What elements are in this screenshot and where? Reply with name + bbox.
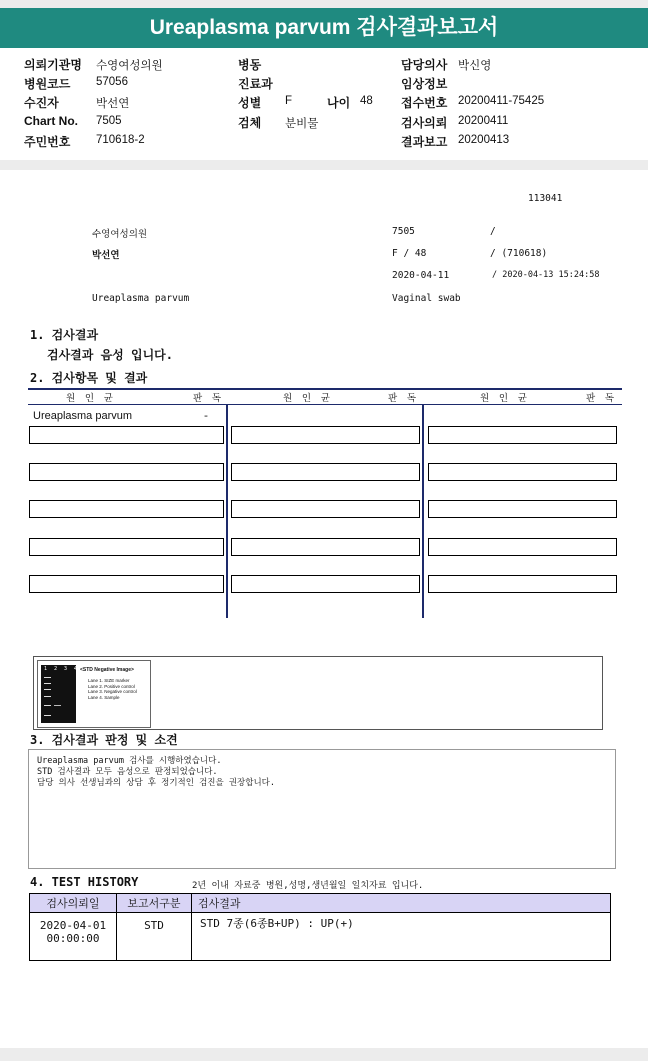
result-box: [428, 538, 617, 556]
gel-band: [44, 705, 51, 706]
label-specimen: 검체: [238, 116, 262, 130]
label-sex: 성별: [238, 96, 262, 110]
result-box: [428, 500, 617, 518]
gel-legend-item: Lane 4. Sample: [88, 694, 120, 700]
report-datetime: / 2020-04-13 15:24:58: [492, 270, 600, 280]
report-sex-age: F / 48: [392, 248, 427, 259]
report-page: [0, 170, 648, 1048]
col-pathogen-3: 원 인 균: [480, 393, 529, 404]
col-judge-2: 판 독: [388, 393, 419, 404]
section-1-title: 1. 검사결과: [30, 328, 99, 342]
result-box: [428, 575, 617, 593]
history-col-result: 검사결과: [192, 894, 611, 913]
value-resident-no: 710618-2: [96, 134, 145, 146]
gel-legend: [88, 678, 137, 700]
label-resident-no: 주민번호: [24, 135, 71, 149]
report-chart: 7505: [392, 226, 415, 237]
gel-image-panel: [33, 656, 603, 730]
opinion-line: Ureaplasma parvum 검사를 시행하였습니다.: [37, 756, 222, 766]
report-title: Ureaplasma parvum 검사결과보고서: [0, 8, 648, 48]
gel-legend-item: Lane 3. Negative control: [88, 689, 137, 694]
row1-pathogen: Ureaplasma parvum: [33, 410, 133, 422]
gel-band: [44, 677, 51, 678]
label-doctor: 담당의사: [401, 58, 448, 72]
col-judge-1: 판 독: [193, 393, 224, 404]
result-box: [428, 463, 617, 481]
gel-band: [44, 683, 51, 684]
lane-number: 4: [73, 666, 77, 672]
result-box: [231, 575, 420, 593]
value-hospital-code: 57056: [96, 76, 128, 88]
gel-lane-numbers: [44, 666, 77, 672]
value-age: 48: [360, 95, 373, 107]
result-box: [29, 463, 224, 481]
history-type: STD: [117, 913, 192, 961]
gel-band: [44, 696, 51, 697]
label-age: 나이: [327, 96, 351, 110]
gel-title: <STD Negative Image>: [80, 667, 134, 673]
report-request-date: 2020-04-11: [392, 270, 450, 281]
opinion-line: STD 검사결과 모두 음성으로 판정되었습니다.: [37, 767, 218, 777]
history-col-type: 보고서구분: [117, 894, 192, 913]
label-ward: 병동: [238, 58, 262, 72]
result-box: [231, 426, 420, 444]
grid-divider-1: [226, 404, 228, 618]
section-1-result: 검사결과 음성 입니다.: [47, 348, 174, 362]
gel-legend-item: Lane 2. Positive control: [88, 683, 135, 689]
lane-number: 2: [53, 666, 58, 672]
result-box: [29, 538, 224, 556]
value-request-date: 20200411: [458, 115, 509, 127]
label-institution: 의뢰기관명: [24, 58, 82, 72]
report-test-name: Ureaplasma parvum: [92, 293, 190, 304]
report-hospital: 수영여성의원: [92, 229, 148, 240]
gel-image-card: [37, 660, 151, 728]
label-patient: 수진자: [24, 96, 59, 110]
gel-band: [54, 705, 61, 706]
history-time: 00:00:00: [46, 932, 100, 945]
value-institution: 수영여성의원: [96, 60, 163, 72]
report-birth: / (710618): [490, 248, 548, 259]
result-box: [231, 500, 420, 518]
report-slash: /: [490, 226, 496, 237]
history-date-cell: [30, 913, 117, 961]
gel-legend-item: Lane 1. SIZE marker: [88, 678, 130, 683]
label-hospital-code: 병원코드: [24, 77, 71, 91]
opinion-line: 담당 의사 선생님과의 상담 후 정기적인 검진을 권장합니다.: [37, 778, 276, 788]
value-chart-no: 7505: [96, 115, 122, 127]
section-4-title: 4. TEST HISTORY: [30, 875, 139, 889]
gel-image: [41, 665, 76, 723]
label-report-date: 결과보고: [401, 135, 448, 149]
value-report-date: 20200413: [458, 134, 510, 146]
grid-divider-2: [422, 404, 424, 618]
section-2-title: 2. 검사항목 및 결과: [30, 371, 148, 385]
history-table: [29, 893, 611, 961]
label-department: 진료과: [238, 77, 273, 91]
label-receipt-no: 접수번호: [401, 96, 448, 110]
result-box: [231, 463, 420, 481]
result-box: [29, 575, 224, 593]
result-box: [29, 426, 224, 444]
col-judge-3: 판 독: [586, 393, 617, 404]
value-specimen: 분비물: [285, 118, 319, 130]
header-info: [0, 48, 648, 160]
value-doctor: 박신영: [458, 60, 492, 72]
label-chart-no: Chart No.: [24, 114, 78, 128]
report-code: 113041: [528, 193, 563, 204]
value-patient: 박선연: [96, 98, 130, 110]
value-receipt-no: 20200411-75425: [458, 95, 545, 107]
history-row: [30, 913, 611, 961]
col-pathogen-2: 원 인 균: [283, 393, 332, 404]
gel-band: [44, 689, 51, 690]
section-3-title: 3. 검사결과 판정 및 소견: [30, 733, 178, 747]
history-col-date: 검사의뢰일: [30, 894, 117, 913]
lane-number: 3: [63, 666, 68, 672]
label-request-date: 검사의뢰: [401, 116, 448, 130]
gel-band: [44, 715, 51, 716]
result-box: [29, 500, 224, 518]
lane-number: 1: [44, 666, 48, 672]
history-date: 2020-04-01: [39, 919, 107, 932]
row1-result: -: [204, 409, 208, 422]
report-patient: 박선연: [92, 250, 120, 261]
label-clinical-info: 임상정보: [401, 77, 448, 91]
value-sex: F: [285, 95, 293, 107]
history-note: 2년 이내 자료중 병원,성명,생년월일 일치자료 입니다.: [192, 881, 424, 891]
result-box: [428, 426, 617, 444]
col-pathogen-1: 원 인 균: [66, 393, 115, 404]
opinion-box: [28, 749, 616, 869]
grid-header-line: [28, 404, 622, 405]
report-specimen: Vaginal swab: [392, 293, 461, 304]
history-result: STD 7종(6종B+UP) : UP(+): [192, 913, 611, 961]
history-header-row: [30, 894, 611, 913]
result-box: [231, 538, 420, 556]
